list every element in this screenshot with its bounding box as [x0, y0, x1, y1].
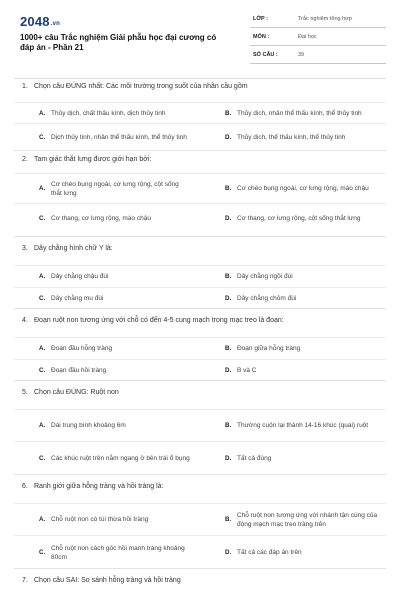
meta-value: 39: [298, 52, 305, 58]
meta-row-count: [250, 48, 386, 64]
question-text: [14, 381, 386, 409]
option-text: Cơ thang, cơ lưng rộng, mào chậu: [51, 215, 151, 222]
question-number: 6.: [22, 483, 28, 490]
meta-key: MÔN :: [253, 34, 270, 40]
question-text: [14, 309, 386, 337]
logo-text: 2048: [20, 14, 50, 29]
option-a[interactable]: [14, 338, 200, 359]
option-d[interactable]: [200, 124, 386, 150]
option-b[interactable]: [200, 338, 386, 359]
question-list: [14, 80, 386, 598]
option-text: Dây chằng ngồi đùi: [237, 273, 293, 280]
question-text: [14, 80, 386, 102]
option-letter: A.: [39, 345, 46, 352]
option-letter: A.: [39, 185, 46, 192]
option-c[interactable]: [14, 536, 200, 569]
option-row: [14, 265, 386, 287]
option-row: [14, 503, 386, 535]
option-letter: A.: [39, 516, 46, 523]
option-d[interactable]: [200, 536, 386, 569]
option-letter: C.: [39, 367, 46, 374]
question-text: [14, 151, 386, 173]
option-text: Dây chằng chậu đùi: [51, 273, 109, 280]
option-text: Cơ chéo bụng ngoài, cơ lưng rộng, mào chậu: [237, 185, 369, 192]
option-letter: C.: [39, 295, 46, 302]
question-number: 7.: [22, 577, 28, 584]
option-c[interactable]: [14, 288, 200, 309]
option-letter: B.: [225, 422, 232, 429]
question-text: [14, 475, 386, 503]
question-6: [14, 474, 386, 568]
question-5: [14, 380, 386, 474]
header-divider: [14, 78, 386, 79]
option-letter: A.: [39, 273, 46, 280]
option-letter: B.: [225, 345, 232, 352]
option-d[interactable]: [200, 442, 386, 475]
option-b[interactable]: [200, 410, 386, 441]
question-2: [14, 150, 386, 236]
option-row: [14, 203, 386, 233]
document-header: [20, 12, 382, 66]
option-c[interactable]: [14, 442, 200, 475]
option-d[interactable]: [200, 360, 386, 381]
option-a[interactable]: [14, 103, 200, 123]
option-text: Thường cuộn lại thành 14-16 khúc (quai) ruột: [237, 422, 369, 429]
question-7: [14, 568, 386, 598]
option-row: [14, 173, 386, 203]
option-text: Các khúc ruột trên nằm ngang ở bên trái ổ bụng: [51, 455, 190, 462]
meta-value: Trắc nghiệm tổng hợp: [298, 16, 352, 22]
option-letter: C.: [39, 133, 46, 141]
option-text: Chỗ ruột non tương ứng với nhánh tận cùng của động mạch mạc treo tràng trên: [237, 511, 378, 528]
option-c[interactable]: [14, 360, 200, 381]
question-text: [14, 569, 386, 597]
meta-row-class: [250, 12, 386, 28]
question-number: 1.: [22, 83, 28, 90]
option-text: Thủy dịch, thể thấu kính, thể thủy tinh: [237, 133, 346, 141]
document-title: 1000+ câu Trắc nghiệm Giải phẫu học đại cương có đáp án - Phần 21: [20, 33, 217, 52]
option-letter: D.: [225, 455, 232, 462]
option-b[interactable]: [200, 174, 386, 203]
option-letter: C.: [39, 455, 46, 462]
option-letter: B.: [225, 516, 232, 523]
question-prompt: Tam giác thắt lưng được giới hạn bởi:: [34, 156, 152, 163]
option-row: [14, 102, 386, 123]
option-letter: A.: [39, 109, 46, 117]
option-a[interactable]: [14, 410, 200, 441]
question-1: [14, 80, 386, 150]
option-text: Đoạn đầu hồi tràng: [51, 367, 107, 374]
option-letter: D.: [225, 215, 232, 222]
document-meta: [250, 12, 386, 66]
option-text: Chỗ ruột non cách góc hồi manh tràng khoảng 80cm: [51, 544, 185, 561]
option-letter: B.: [225, 109, 232, 117]
question-prompt: Đoạn ruột non tương ứng với chỗ có đến 4-5 cung mạch trong mạc treo là đoạn:: [34, 317, 284, 324]
option-d[interactable]: [200, 288, 386, 309]
option-text: Dịch thủy tinh, nhân thể thấu kính, thể thủy tinh: [51, 133, 187, 141]
meta-value: Đại học: [298, 34, 317, 40]
option-text: Chỗ ruột non có túi thừa hồi tràng: [51, 516, 149, 523]
question-prompt: Chọn câu ĐÚNG: Ruột non: [34, 389, 119, 396]
option-a[interactable]: [14, 504, 200, 535]
option-text: Dây chằng chỏm đùi: [237, 295, 297, 302]
option-letter: C.: [39, 215, 46, 222]
site-logo[interactable]: [20, 14, 60, 29]
question-text: [14, 237, 386, 265]
option-letter: A.: [39, 422, 46, 429]
option-text: Tất cả đúng: [237, 455, 272, 462]
option-letter: D.: [225, 133, 232, 141]
question-prompt: Ranh giới giữa hỗng tràng và hồi tràng là:: [34, 483, 164, 490]
option-c[interactable]: [14, 204, 200, 233]
option-text: Tất cả các đáp án trên: [237, 549, 302, 556]
option-row: [14, 441, 386, 475]
option-letter: D.: [225, 549, 232, 556]
question-number: 3.: [22, 245, 28, 252]
question-4: [14, 308, 386, 380]
option-a[interactable]: [14, 174, 200, 203]
option-letter: C.: [39, 549, 46, 556]
question-number: 4.: [22, 317, 28, 324]
option-text: Dây chằng mu đùi: [51, 295, 104, 302]
option-letter: D.: [225, 295, 232, 302]
question-prompt: Chọn câu SAI: So sánh hỗng tràng và hồi tràng: [34, 577, 181, 584]
option-text: B và C: [237, 367, 257, 374]
option-text: Đoạn đầu hỗng tràng: [51, 345, 113, 352]
option-text: Cơ thang, cơ lưng rộng, cột sống thắt lưng: [237, 215, 361, 222]
question-prompt: Chọn câu ĐÚNG nhất: Các môi trường trong suốt của nhãn cầu gồm: [34, 83, 248, 90]
option-text: Đoạn giữa hỗng tràng: [237, 345, 301, 352]
meta-row-subject: [250, 30, 386, 46]
option-b[interactable]: [200, 103, 386, 123]
option-c[interactable]: [14, 124, 200, 150]
question-number: 5.: [22, 389, 28, 396]
option-text: Cơ chéo bụng ngoài, cơ lưng rộng, cột sống thắt lưng: [51, 180, 179, 197]
option-letter: D.: [225, 367, 232, 374]
option-row: [14, 359, 386, 381]
option-text: Thủy dịch, nhân thể thấu kính, thể thủy tinh: [237, 109, 362, 117]
option-row: [14, 535, 386, 569]
question-number: 2.: [22, 156, 28, 163]
option-text: Dài trung bình khoảng 6m: [51, 422, 126, 429]
meta-key: SỐ CÂU :: [253, 52, 278, 58]
option-row: [14, 123, 386, 150]
option-b[interactable]: [200, 504, 386, 535]
option-row: [14, 287, 386, 309]
question-3: [14, 236, 386, 308]
option-text: Thủy dịch, chất thấu kính, dịch thủy tinh: [51, 109, 166, 117]
question-prompt: Dây chằng hình chữ Y là:: [34, 245, 113, 252]
logo-suffix: .vn: [50, 21, 61, 27]
meta-key: LỚP :: [253, 16, 268, 22]
option-b[interactable]: [200, 266, 386, 287]
option-a[interactable]: [14, 266, 200, 287]
option-d[interactable]: [200, 204, 386, 233]
option-row: [14, 409, 386, 441]
option-letter: B.: [225, 185, 232, 192]
option-row: [14, 337, 386, 359]
option-letter: B.: [225, 273, 232, 280]
